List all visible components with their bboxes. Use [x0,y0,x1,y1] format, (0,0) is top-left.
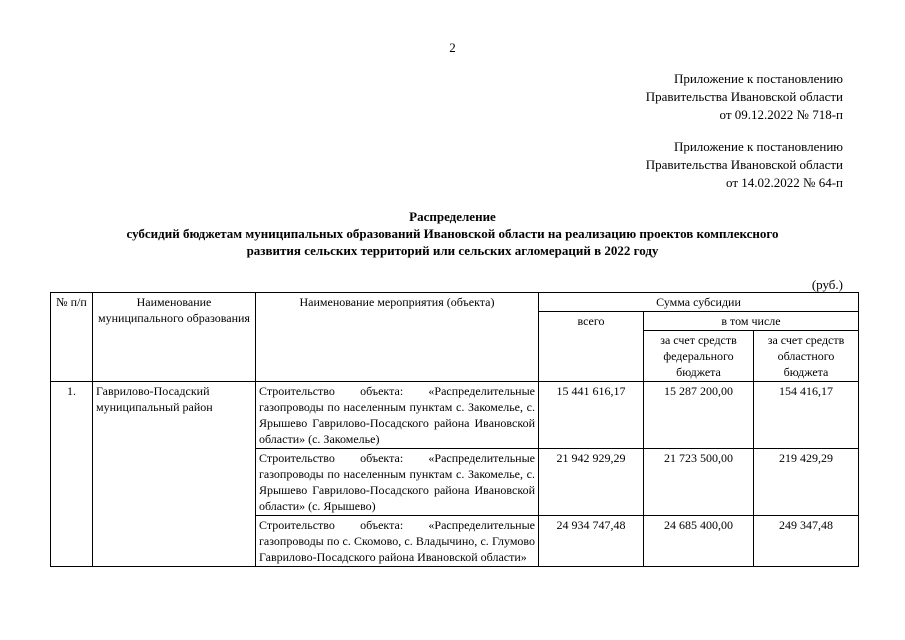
header-regional: за счет средств областного бюджета [754,331,859,382]
title-line-3: развития сельских территорий или сельских агломераций в 2022 году [246,243,659,258]
appendix-2-line-2: Правительства Ивановской области [645,157,843,172]
event-name: Строительство объекта: «Распределительные газопроводы по с. Скомово, с. Владычино, с. Глумово Гаврилово-Посадского района Ивановской области» [256,516,539,567]
total-amount: 21 942 929,29 [539,449,644,516]
table-row [51,382,859,449]
regional-amount: 154 416,17 [754,382,859,449]
appendix-1-line-3: от 09.12.2022 № 718-п [719,107,843,122]
total-amount: 15 441 616,17 [539,382,644,449]
appendix-2-line-3: от 14.02.2022 № 64-п [726,175,843,190]
header-sum: Сумма субсидии [539,293,859,312]
header-municipality: Наименование муниципального образования [93,293,256,382]
header-row-1 [51,293,859,312]
header-federal: за счет средств федерального бюджета [644,331,754,382]
appendix-1-line-2: Правительства Ивановской области [645,89,843,104]
event-name: Строительство объекта: «Распределительные газопроводы по населенным пунктам с. Закомелье, с. Ярышево Гаврилово-Посадского района Ивановской области» (с. Закомелье) [256,382,539,449]
event-name: Строительство объекта: «Распределительные газопроводы по населенным пунктам с. Закомелье, с. Ярышево Гаврилово-Посадского района Ивановской области» (с. Ярышево) [256,449,539,516]
federal-amount: 21 723 500,00 [644,449,754,516]
total-amount: 24 934 747,48 [539,516,644,567]
currency-units: (руб.) [811,277,843,292]
title-line-2: субсидий бюджетам муниципальных образований Ивановской области на реализацию проектов комплексного [126,226,779,241]
federal-amount: 15 287 200,00 [644,382,754,449]
regional-amount: 249 347,48 [754,516,859,567]
federal-amount: 24 685 400,00 [644,516,754,567]
page-number: 2 [449,40,456,55]
header-event: Наименование мероприятия (объекта) [256,293,539,382]
regional-amount: 219 429,29 [754,449,859,516]
header-total: всего [539,312,644,382]
title-line-1: Распределение [409,209,496,224]
header-num: № п/п [51,293,93,382]
document-title [40,208,865,259]
subsidy-table [50,292,859,567]
appendix-note-2 [646,138,843,192]
header-including: в том числе [644,312,859,331]
appendix-2-line-1: Приложение к постановлению [673,139,843,154]
row-number: 1. [51,382,93,567]
municipality-name: Гаврилово-Посадский муниципальный район [93,382,256,567]
appendix-note-1 [646,70,843,124]
appendix-1-line-1: Приложение к постановлению [673,71,843,86]
